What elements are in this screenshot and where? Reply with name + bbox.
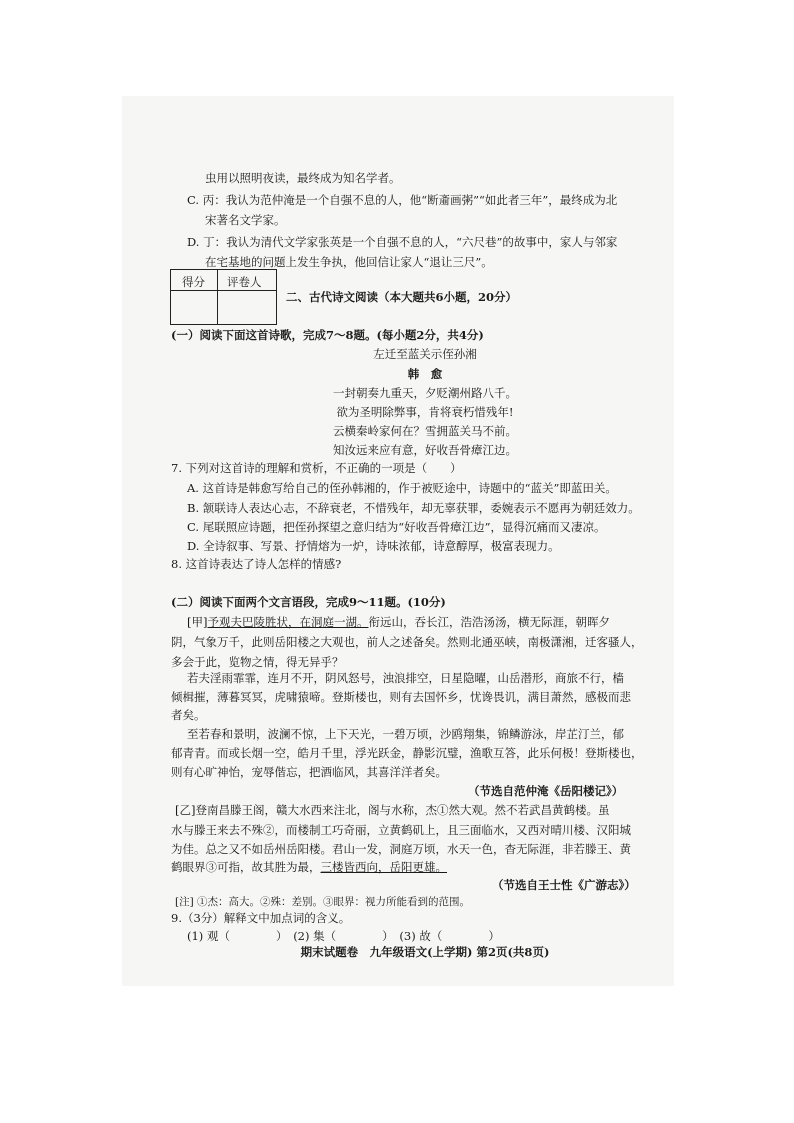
- text-line: 宋著名文学家。: [205, 213, 286, 227]
- jia-source: （节选自范仲淹《岳阳楼记》）: [468, 784, 624, 798]
- yi-line: 水与滕王来去不殊②，而楼制工巧奇丽，立黄鹤矶上，且三面临水，又西对晴川楼、汉阳城: [171, 823, 631, 837]
- jia-line: 郁青青。而或长烟一空，皓月千里，浮光跃金，静影沉璧，渔歌互答，此乐何极！登斯楼也，: [171, 746, 643, 760]
- jia-line: 则有心旷神怡，宠辱偕忘，把酒临风，其喜洋洋者矣。: [171, 765, 447, 779]
- q7-option-d: D. 全诗叙事、写景、抒情熔为一炉，诗味浓郁，诗意醇厚，极富表现力。: [187, 539, 560, 553]
- yi-last-line: [171, 862, 447, 874]
- jia-first-line: [187, 617, 610, 629]
- jia-line: 多会于此，览物之情，得无异乎？: [171, 655, 344, 669]
- jia-line: 阴，气象万千，此则岳阳楼之大观也，前人之述备矣。然则北通巫峡，南极潇湘，迁客骚人，: [171, 635, 643, 649]
- option-c-line: C. 丙：我认为范仲淹是一个自强不息的人，他“断齑画粥”“如此者三年”，最终成为北: [187, 193, 618, 207]
- annotation-note: [注] ①杰：高大。②殊：差别。③眼界：视力所能看到的范围。: [175, 896, 471, 908]
- poem-line: 一封朝奏九重天，夕贬潮州路八千。: [333, 386, 517, 400]
- score-box-divider: [171, 290, 276, 291]
- yi-underlined-sentence: 三楼皆西向，岳阳更雄。: [320, 860, 447, 874]
- poem-line: 知汝远来应有意，好收吾骨瘴江边。: [333, 443, 517, 457]
- yi-line: [乙]登南昌滕王阁，赣大水西来注北，阁与水称，杰①然大观。然不若武昌黄鹤楼。虽: [175, 803, 610, 817]
- question-7: 7. 下列对这首诗的理解和赏析，不正确的一项是（ ）: [171, 461, 462, 475]
- jia-line: 倾楫摧，薄暮冥冥，虎啸猿啼。登斯楼也，则有去国怀乡，忧谗畏讥，满目萧然，感极而悲: [171, 690, 631, 704]
- q7-option-a: A. 这首诗是韩愈写给自己的侄孙韩湘的，作于被贬途中，诗题中的“蓝关”即蓝田关。: [187, 481, 617, 495]
- score-label: 得分: [182, 275, 205, 289]
- q7-option-c: C. 尾联照应诗题，把侄孙探望之意归结为“好收吾骨瘴江边”，显得沉痛而又凄凉。: [187, 520, 606, 534]
- q7-option-b: B. 颔联诗人表达心志，不辞衰老，不惜残年，却无辜获罪，委婉表示不愿再为朝廷效力。: [187, 501, 640, 515]
- text-line: 虫用以照明夜读，最终成为知名学者。: [205, 171, 401, 185]
- jia-first-line-rest: 衔远山，吞长江，浩浩汤汤，横无际涯，朝晖夕: [368, 615, 610, 629]
- jia-label: [甲]: [187, 615, 208, 629]
- option-d-line: D. 丁：我认为清代文学家张英是一个自强不息的人，“六尺巷”的故事中，家人与邻家: [187, 235, 618, 249]
- poem-line: 云横秦岭家何在？雪拥蓝关马不前。: [333, 424, 517, 438]
- poem-line: 欲为圣明除弊事，肯将衰朽惜残年!: [336, 405, 514, 419]
- jia-line: 若夫淫雨霏霏，连月不开，阴风怒号，浊浪排空，日星隐曜，山岳潜形，商旅不行，樯: [187, 671, 624, 685]
- poem-title: 左迁至蓝关示侄孙湘: [373, 347, 477, 361]
- question-9-items: (1) 观（ ） (2) 集（ ） (3) 故（ ）: [187, 929, 500, 943]
- part1-header: (一）阅读下面这首诗歌，完成7～8题。(每小题2分，共4分): [171, 328, 484, 342]
- score-box-divider: [217, 270, 218, 324]
- jia-line: 者矣。: [171, 708, 206, 722]
- score-box: [170, 269, 277, 325]
- jia-line: 至若春和景明，波澜不惊，上下天光，一碧万顷，沙鸥翔集，锦鳞游泳，岸芷汀兰，郁: [187, 727, 624, 741]
- question-9: 9.（3分）解释文中加点词的含义。: [171, 911, 351, 925]
- section-title: 二、古代诗文阅读（本大题共6小题，20分）: [286, 290, 518, 304]
- text-line: 在宅基地的问题上发生争执，他回信让家人“退让三尺”。: [205, 255, 493, 269]
- question-8: 8. 这首诗表达了诗人怎样的情感?: [171, 557, 342, 571]
- page-footer: 期末试题卷 九年级语文(上学期) 第2页(共8页): [300, 945, 550, 959]
- yi-line: 为佳。总之又不如岳州岳阳楼。君山一发，洞庭万顷，水天一色，杳无际涯，非若滕王、黄: [171, 842, 631, 856]
- yi-source: （节选自王士性《广游志》）: [492, 878, 636, 892]
- grader-label: 评卷人: [227, 275, 262, 289]
- jia-underlined-sentence: 予观夫巴陵胜状，在洞庭一湖。: [207, 615, 369, 629]
- poem-author: 韩 愈: [407, 367, 443, 381]
- part2-header: (二）阅读下面两个文言语段，完成9～11题。(10分): [171, 595, 446, 609]
- yi-last-prefix: 鹤眼界③可指，故其胜为最，: [171, 860, 321, 874]
